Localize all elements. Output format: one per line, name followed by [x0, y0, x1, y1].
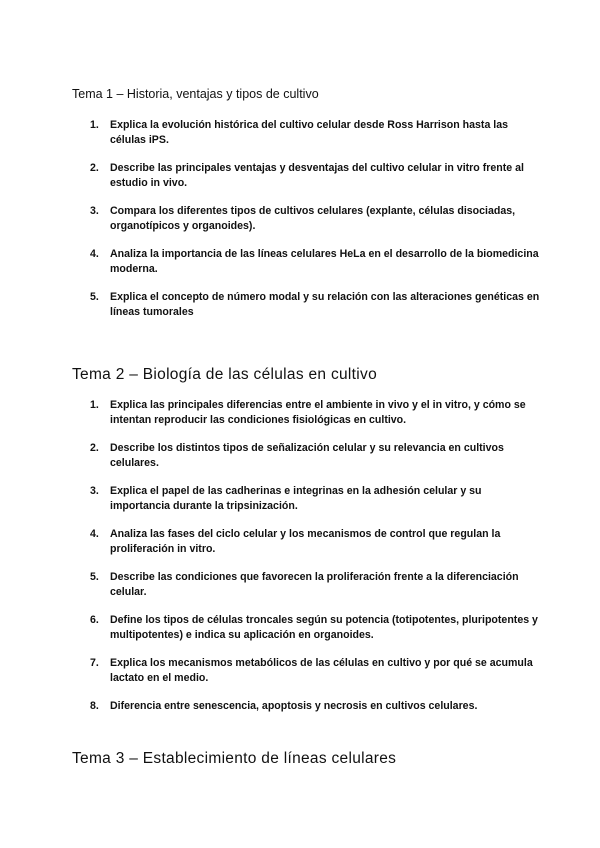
item-number: 4.	[90, 528, 99, 540]
section-tema-1	[72, 87, 542, 320]
item-text: Describe las condiciones que favorecen la proliferación frente a la diferenciación celular.	[110, 571, 519, 598]
item-text: Define los tipos de células troncales según su potencia (totipotentes, pluripotentes y multipotentes) e indica su aplicación en organoides.	[110, 614, 538, 641]
item-text: Describe las principales ventajas y desventajas del cultivo celular in vitro frente al estudio in vivo.	[110, 162, 524, 189]
list-item	[72, 247, 542, 277]
list-item	[72, 656, 542, 686]
section-tema-2	[72, 366, 542, 714]
item-number: 6.	[90, 614, 99, 626]
item-number: 3.	[90, 205, 99, 217]
item-text: Explica las principales diferencias entre el ambiente in vivo y el in vitro, y cómo se intentan reproducir las condiciones fisiológicas en cultivo.	[110, 399, 526, 426]
item-text: Analiza la importancia de las líneas celulares HeLa en el desarrollo de la biomedicina moderna.	[110, 248, 539, 275]
list-item	[72, 699, 542, 714]
item-text: Explica los mecanismos metabólicos de las células en cultivo y por qué se acumula lactato en el medio.	[110, 657, 533, 684]
list-item	[72, 441, 542, 471]
section-title: Tema 2 – Biología de las células en cultivo	[72, 366, 377, 383]
list-item	[72, 484, 542, 514]
list-item	[72, 161, 542, 191]
list-item	[72, 613, 542, 643]
item-number: 3.	[90, 485, 99, 497]
item-number: 2.	[90, 162, 99, 174]
list-item	[72, 204, 542, 234]
list-item	[72, 527, 542, 557]
item-text: Diferencia entre senescencia, apoptosis y necrosis en cultivos celulares.	[110, 700, 478, 712]
section-title: Tema 3 – Establecimiento de líneas celulares	[72, 750, 397, 767]
question-list	[72, 398, 542, 714]
item-number: 4.	[90, 248, 99, 260]
list-item	[72, 118, 542, 148]
list-item	[72, 290, 542, 320]
item-number: 2.	[90, 442, 99, 454]
item-text: Explica el concepto de número modal y su relación con las alteraciones genéticas en líneas tumorales	[110, 291, 540, 318]
section-title: Tema 1 – Historia, ventajas y tipos de cultivo	[72, 87, 319, 101]
item-text: Explica la evolución histórica del cultivo celular desde Ross Harrison hasta las células iPS.	[110, 119, 509, 146]
item-number: 5.	[90, 291, 99, 303]
item-number: 5.	[90, 571, 99, 583]
item-text: Compara los diferentes tipos de cultivos celulares (explante, células disociadas, organotípicos y organoides).	[110, 205, 516, 232]
item-number: 8.	[90, 700, 99, 712]
item-number: 1.	[90, 399, 99, 411]
item-number: 1.	[90, 119, 99, 131]
item-text: Analiza las fases del ciclo celular y los mecanismos de control que regulan la proliferación in vitro.	[110, 528, 501, 555]
question-list	[72, 118, 542, 320]
list-item	[72, 398, 542, 428]
item-text: Explica el papel de las cadherinas e integrinas en la adhesión celular y su importancia durante la tripsinización.	[110, 485, 482, 512]
item-text: Describe los distintos tipos de señalización celular y su relevancia en cultivos celulares.	[110, 442, 504, 469]
list-item	[72, 570, 542, 600]
section-tema-3	[72, 750, 542, 768]
item-number: 7.	[90, 657, 99, 669]
